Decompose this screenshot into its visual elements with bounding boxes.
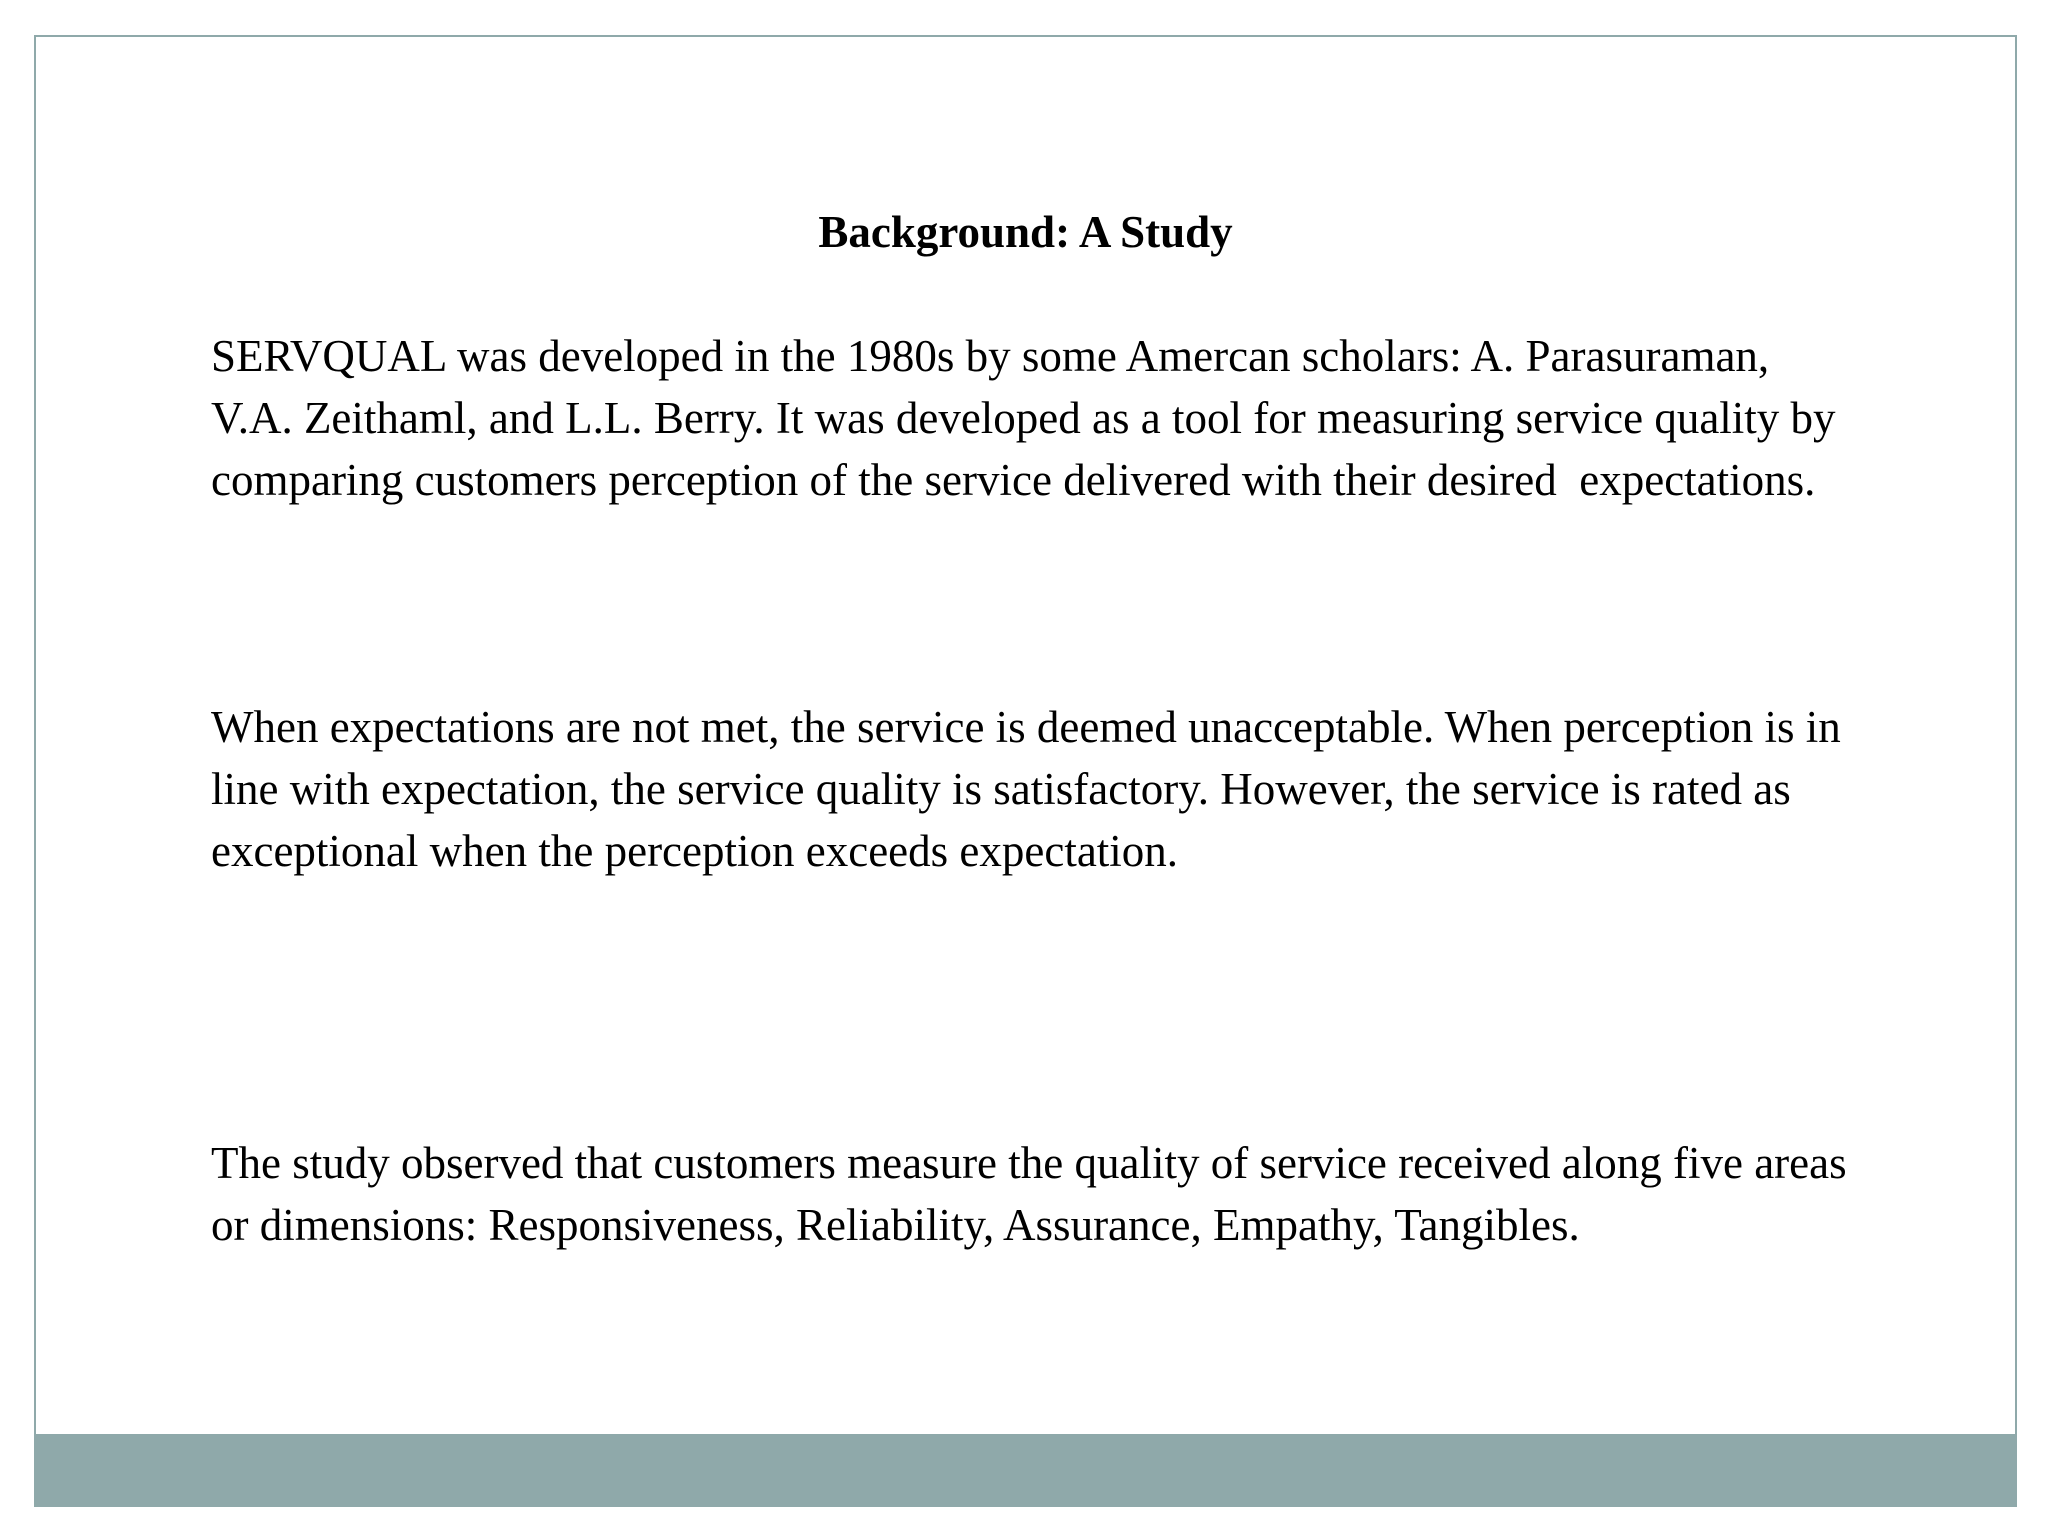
paragraph-servqual-origin: SERVQUAL was developed in the 1980s by some Amercan scholars: A. Parasuraman, V.A. Zeithaml, and L.L. Berry. It was developed as a tool for measuring service quality by comparing customers perception of the service delivered with their desired expectations. bbox=[211, 331, 1847, 505]
slide-title: Background: A Study bbox=[818, 207, 1233, 257]
footer-bar bbox=[36, 1434, 2015, 1505]
paragraph-expectations: When expectations are not met, the service is deemed unacceptable. When perception is in line with expectation, the service quality is satisfactory. However, the service is rated as exceptional when the perception exceeds expectation. bbox=[211, 702, 1853, 876]
slide-frame bbox=[34, 35, 2017, 1507]
paragraph-five-dimensions: The study observed that customers measure the quality of service received along five areas or dimensions: Responsiveness, Reliability, Assurance, Empathy, Tangibles. bbox=[211, 1138, 1858, 1250]
